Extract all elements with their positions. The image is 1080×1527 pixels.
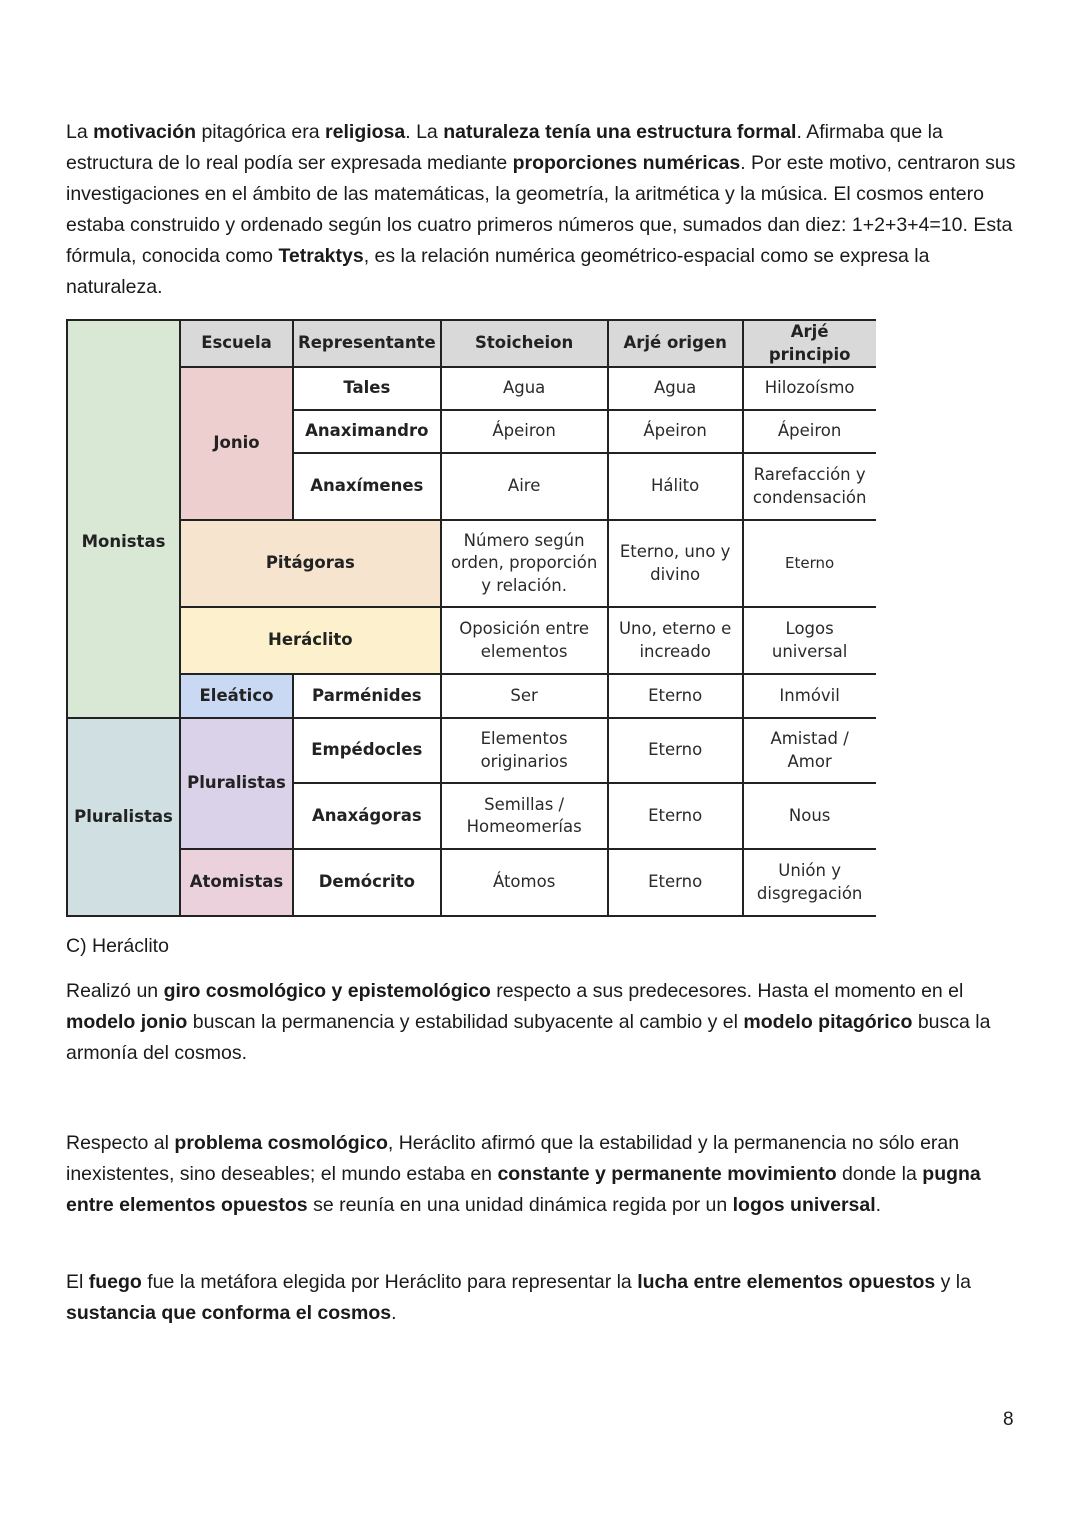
table-row bbox=[67, 674, 876, 718]
arje-origen-cell: Eterno bbox=[608, 718, 743, 783]
stoicheion-cell: Átomos bbox=[441, 849, 608, 916]
representative-cell: Demócrito bbox=[293, 849, 441, 916]
group-column-header bbox=[67, 320, 180, 367]
arje-origen-cell: Eterno bbox=[608, 849, 743, 916]
representative-cell: Anaximandro bbox=[293, 410, 441, 453]
paragraph-problema-cosmologico: Respecto al problema cosmológico, Heráclito afirmó que la estabilidad y la permanencia no sólo eran inexistentes, sino deseables; el mundo estaba en constante y permanente movimiento donde la pugna entre elementos opuestos se reunía en una unidad dinámica regida por un logos universal. bbox=[66, 1132, 981, 1216]
stoicheion-cell: Elementos originarios bbox=[441, 718, 608, 783]
representative-cell: Tales bbox=[293, 367, 441, 410]
arje-origen-cell: Hálito bbox=[608, 453, 743, 520]
arje-principio-cell: Amistad / Amor bbox=[743, 718, 876, 783]
arje-principio-cell: Rarefacción y condensación bbox=[743, 453, 876, 520]
table-row bbox=[67, 367, 876, 410]
stoicheion-cell: Agua bbox=[441, 367, 608, 410]
section-heading: C) Heráclito bbox=[66, 935, 169, 957]
group-cell-pluralistas: Pluralistas bbox=[67, 718, 180, 916]
intro-paragraph: La motivación pitagórica era religiosa. La naturaleza tenía una estructura formal. Afirmaba que la estructura de lo real podía ser expresada mediante proporciones numéricas. Por este motivo, centraron sus investigaciones en el ámbito de las matemáticas, la geometría, la aritmética y la música. El cosmos entero estaba construido y ordenado según los cuatro primeros números que, sumados dan diez: 1+2+3+4=10. Esta fórmula, conocida como Tetraktys, es la relación numérica geométrico-espacial como se expresa la naturaleza. bbox=[66, 121, 1016, 298]
arje-principio-cell: Unión y disgregación bbox=[743, 849, 876, 916]
school-cell-pitagoras: Pitágoras bbox=[180, 520, 441, 607]
table-row bbox=[67, 849, 876, 916]
school-cell-heraclito: Heráclito bbox=[180, 607, 441, 674]
table-row bbox=[67, 718, 876, 783]
stoicheion-cell: Semillas / Homeomerías bbox=[441, 783, 608, 849]
stoicheion-cell: Ser bbox=[441, 674, 608, 718]
school-cell-pluralistas: Pluralistas bbox=[180, 718, 293, 849]
arje-origen-cell: Ápeiron bbox=[608, 410, 743, 453]
school-cell-atomistas: Atomistas bbox=[180, 849, 293, 916]
paragraph-giro: Realizó un giro cosmológico y epistemológico respecto a sus predecesores. Hasta el momento en el modelo jonio buscan la permanencia y estabilidad subyacente al cambio y el modelo pitagórico busca la armonía del cosmos. bbox=[66, 980, 991, 1064]
representative-cell: Anaxágoras bbox=[293, 783, 441, 849]
table-row bbox=[67, 607, 876, 674]
arje-principio-cell: Nous bbox=[743, 783, 876, 849]
table-row bbox=[67, 520, 876, 607]
arje-origen-cell: Uno, eterno e increado bbox=[608, 607, 743, 674]
representative-cell: Anaxímenes bbox=[293, 453, 441, 520]
arje-origen-cell: Agua bbox=[608, 367, 743, 410]
stoicheion-cell: Ápeiron bbox=[441, 410, 608, 453]
representative-cell: Empédocles bbox=[293, 718, 441, 783]
arje-origen-cell: Eterno, uno y divino bbox=[608, 520, 743, 607]
paragraph-fuego: El fuego fue la metáfora elegida por Heráclito para representar la lucha entre elementos opuestos y la sustancia que conforma el cosmos. bbox=[66, 1271, 971, 1324]
header-arje-principio: Arjé principio bbox=[743, 320, 876, 367]
header-stoicheion: Stoicheion bbox=[441, 320, 608, 367]
header-escuela: Escuela bbox=[180, 320, 293, 367]
school-cell-jonio: Jonio bbox=[180, 367, 293, 520]
header-representante: Representante bbox=[293, 320, 441, 367]
stoicheion-cell: Número según orden, proporción y relación. bbox=[441, 520, 608, 607]
stoicheion-cell: Aire bbox=[441, 453, 608, 520]
header-arje-origen: Arjé origen bbox=[608, 320, 743, 367]
arje-principio-cell: Eterno bbox=[743, 520, 876, 607]
representative-cell: Parménides bbox=[293, 674, 441, 718]
philosophers-table bbox=[66, 319, 876, 917]
page-number: 8 bbox=[1003, 1409, 1014, 1430]
arje-principio-cell: Hilozoísmo bbox=[743, 367, 876, 410]
group-cell-monistas: Monistas bbox=[67, 367, 180, 718]
arje-principio-cell: Ápeiron bbox=[743, 410, 876, 453]
stoicheion-cell: Oposición entre elementos bbox=[441, 607, 608, 674]
school-cell-eleatico: Eleático bbox=[180, 674, 293, 718]
arje-principio-cell: Inmóvil bbox=[743, 674, 876, 718]
table-header-row bbox=[67, 320, 876, 367]
arje-origen-cell: Eterno bbox=[608, 783, 743, 849]
arje-origen-cell: Eterno bbox=[608, 674, 743, 718]
arje-principio-cell: Logos universal bbox=[743, 607, 876, 674]
